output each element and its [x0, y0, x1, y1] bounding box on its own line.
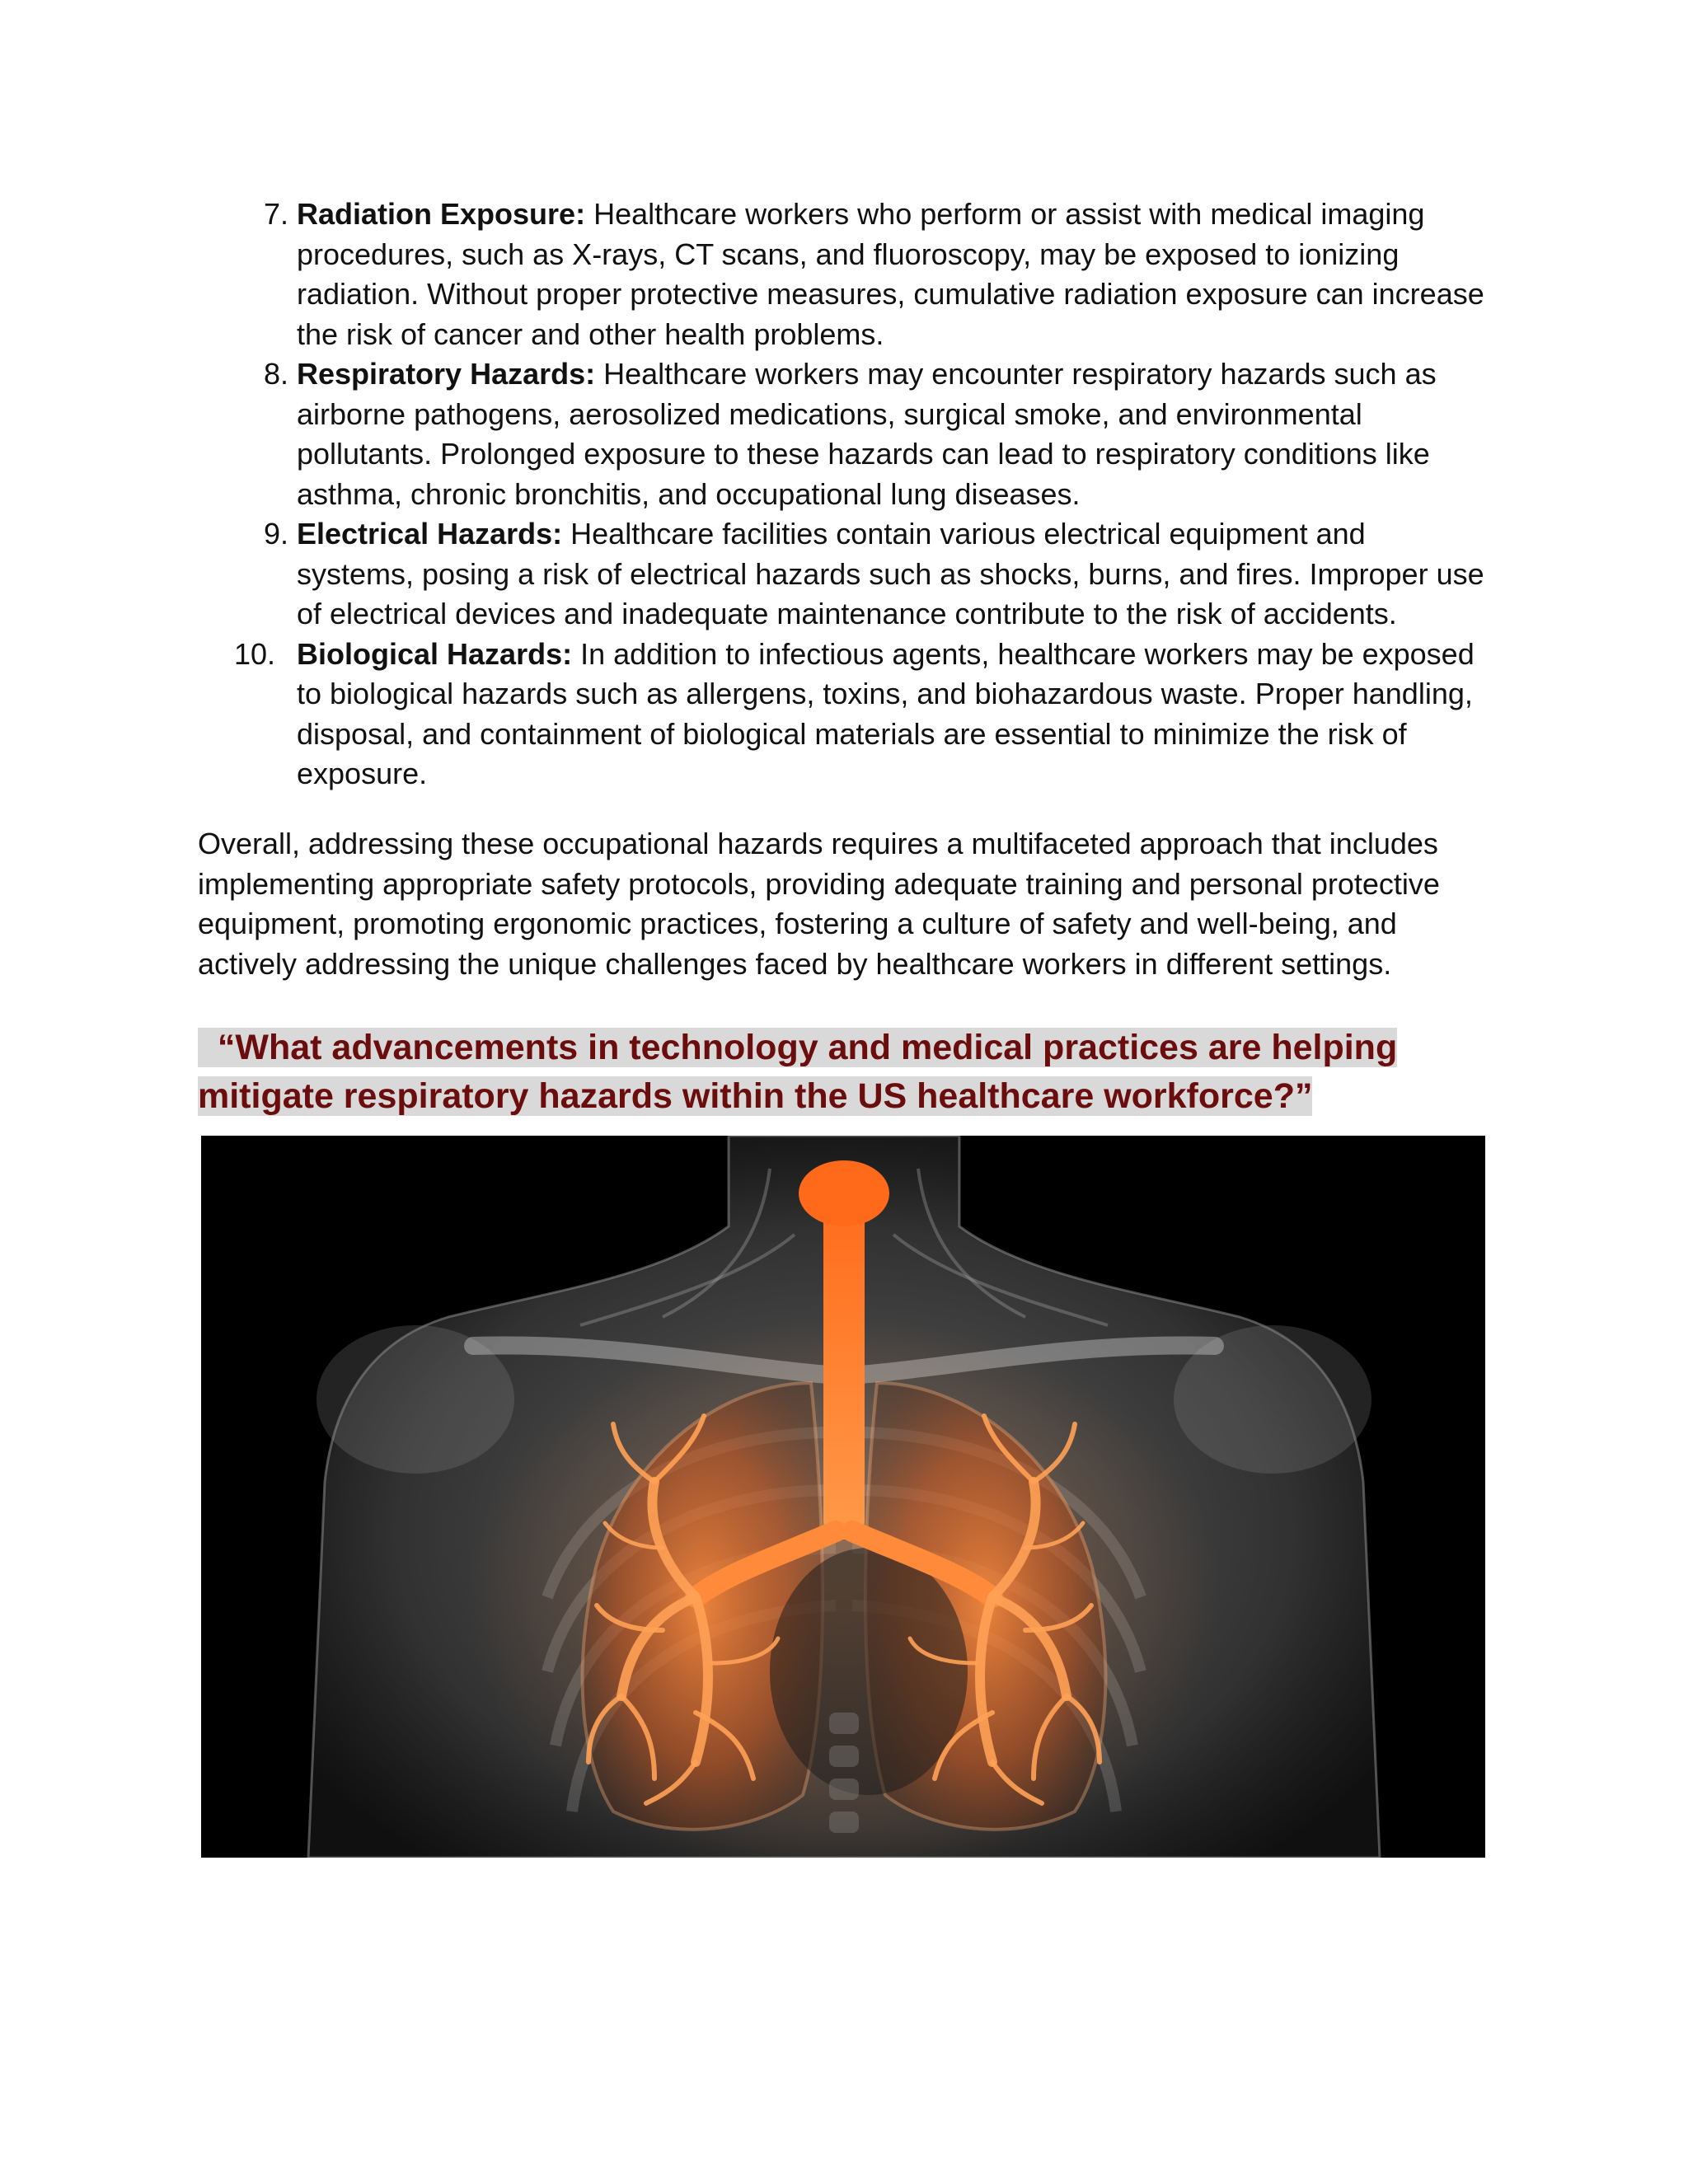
section-question-heading	[198, 1024, 1451, 1121]
hazard-description: Healthcare workers who perform or assist with medical imaging procedures, such as X-rays, CT scans, and fluoroscopy, may be exposed to ionizing radiation. Without proper protective measures, cumulative radiation exposure can increase the risk of cancer and other health problems.	[297, 197, 1484, 351]
hazard-term: Electrical Hazards:	[297, 517, 563, 551]
hazard-list	[234, 194, 1489, 794]
hazard-description: Healthcare facilities contain various electrical equipment and systems, posing a risk of electrical hazards such as shocks, burns, and fires. Improper use of electrical devices and inadequate maintenance contribute to the risk of accidents.	[297, 517, 1484, 630]
hazard-item-radiation	[244, 194, 1489, 354]
list-number: 9.	[263, 517, 288, 551]
hazard-item-respiratory	[244, 354, 1489, 514]
question-highlight: “What advancements in technology and medical practices are helping mitigate respiratory hazards within the US healthcare workforce?”	[198, 1028, 1398, 1116]
hazard-term: Radiation Exposure:	[297, 197, 586, 231]
hazard-item-biological	[234, 635, 1489, 794]
list-number: 8.	[263, 357, 288, 391]
hazard-description: In addition to infectious agents, healthcare workers may be exposed to biological hazards such as allergens, toxins, and biohazardous waste. Proper handling, disposal, and containment of biological materials are essential to minimize the risk of exposure.	[297, 636, 1475, 790]
hazard-description: Healthcare workers may encounter respiratory hazards such as airborne pathogens, aerosolized medications, surgical smoke, and environmental pollutants. Prolonged exposure to these hazards can lead to respiratory conditions like asthma, chronic bronchitis, and occupational lung diseases.	[297, 357, 1437, 511]
list-number: 10.	[234, 636, 276, 671]
list-number: 7.	[263, 197, 288, 231]
hazard-term: Respiratory Hazards:	[297, 357, 596, 391]
hazard-item-electrical	[244, 514, 1489, 635]
hazard-term: Biological Hazards:	[297, 636, 573, 671]
respiratory-system-image	[201, 1136, 1485, 1858]
summary-paragraph: Overall, addressing these occupational hazards requires a multifaceted approach that includes implementing appropriate safety protocols, providing adequate training and personal protective equipment, promoting ergonomic practices, fostering a culture of safety and well-being, and actively addressing the unique challenges faced by healthcare workers in different settings.	[198, 827, 1440, 981]
respiratory-illustration	[201, 1136, 1485, 1858]
